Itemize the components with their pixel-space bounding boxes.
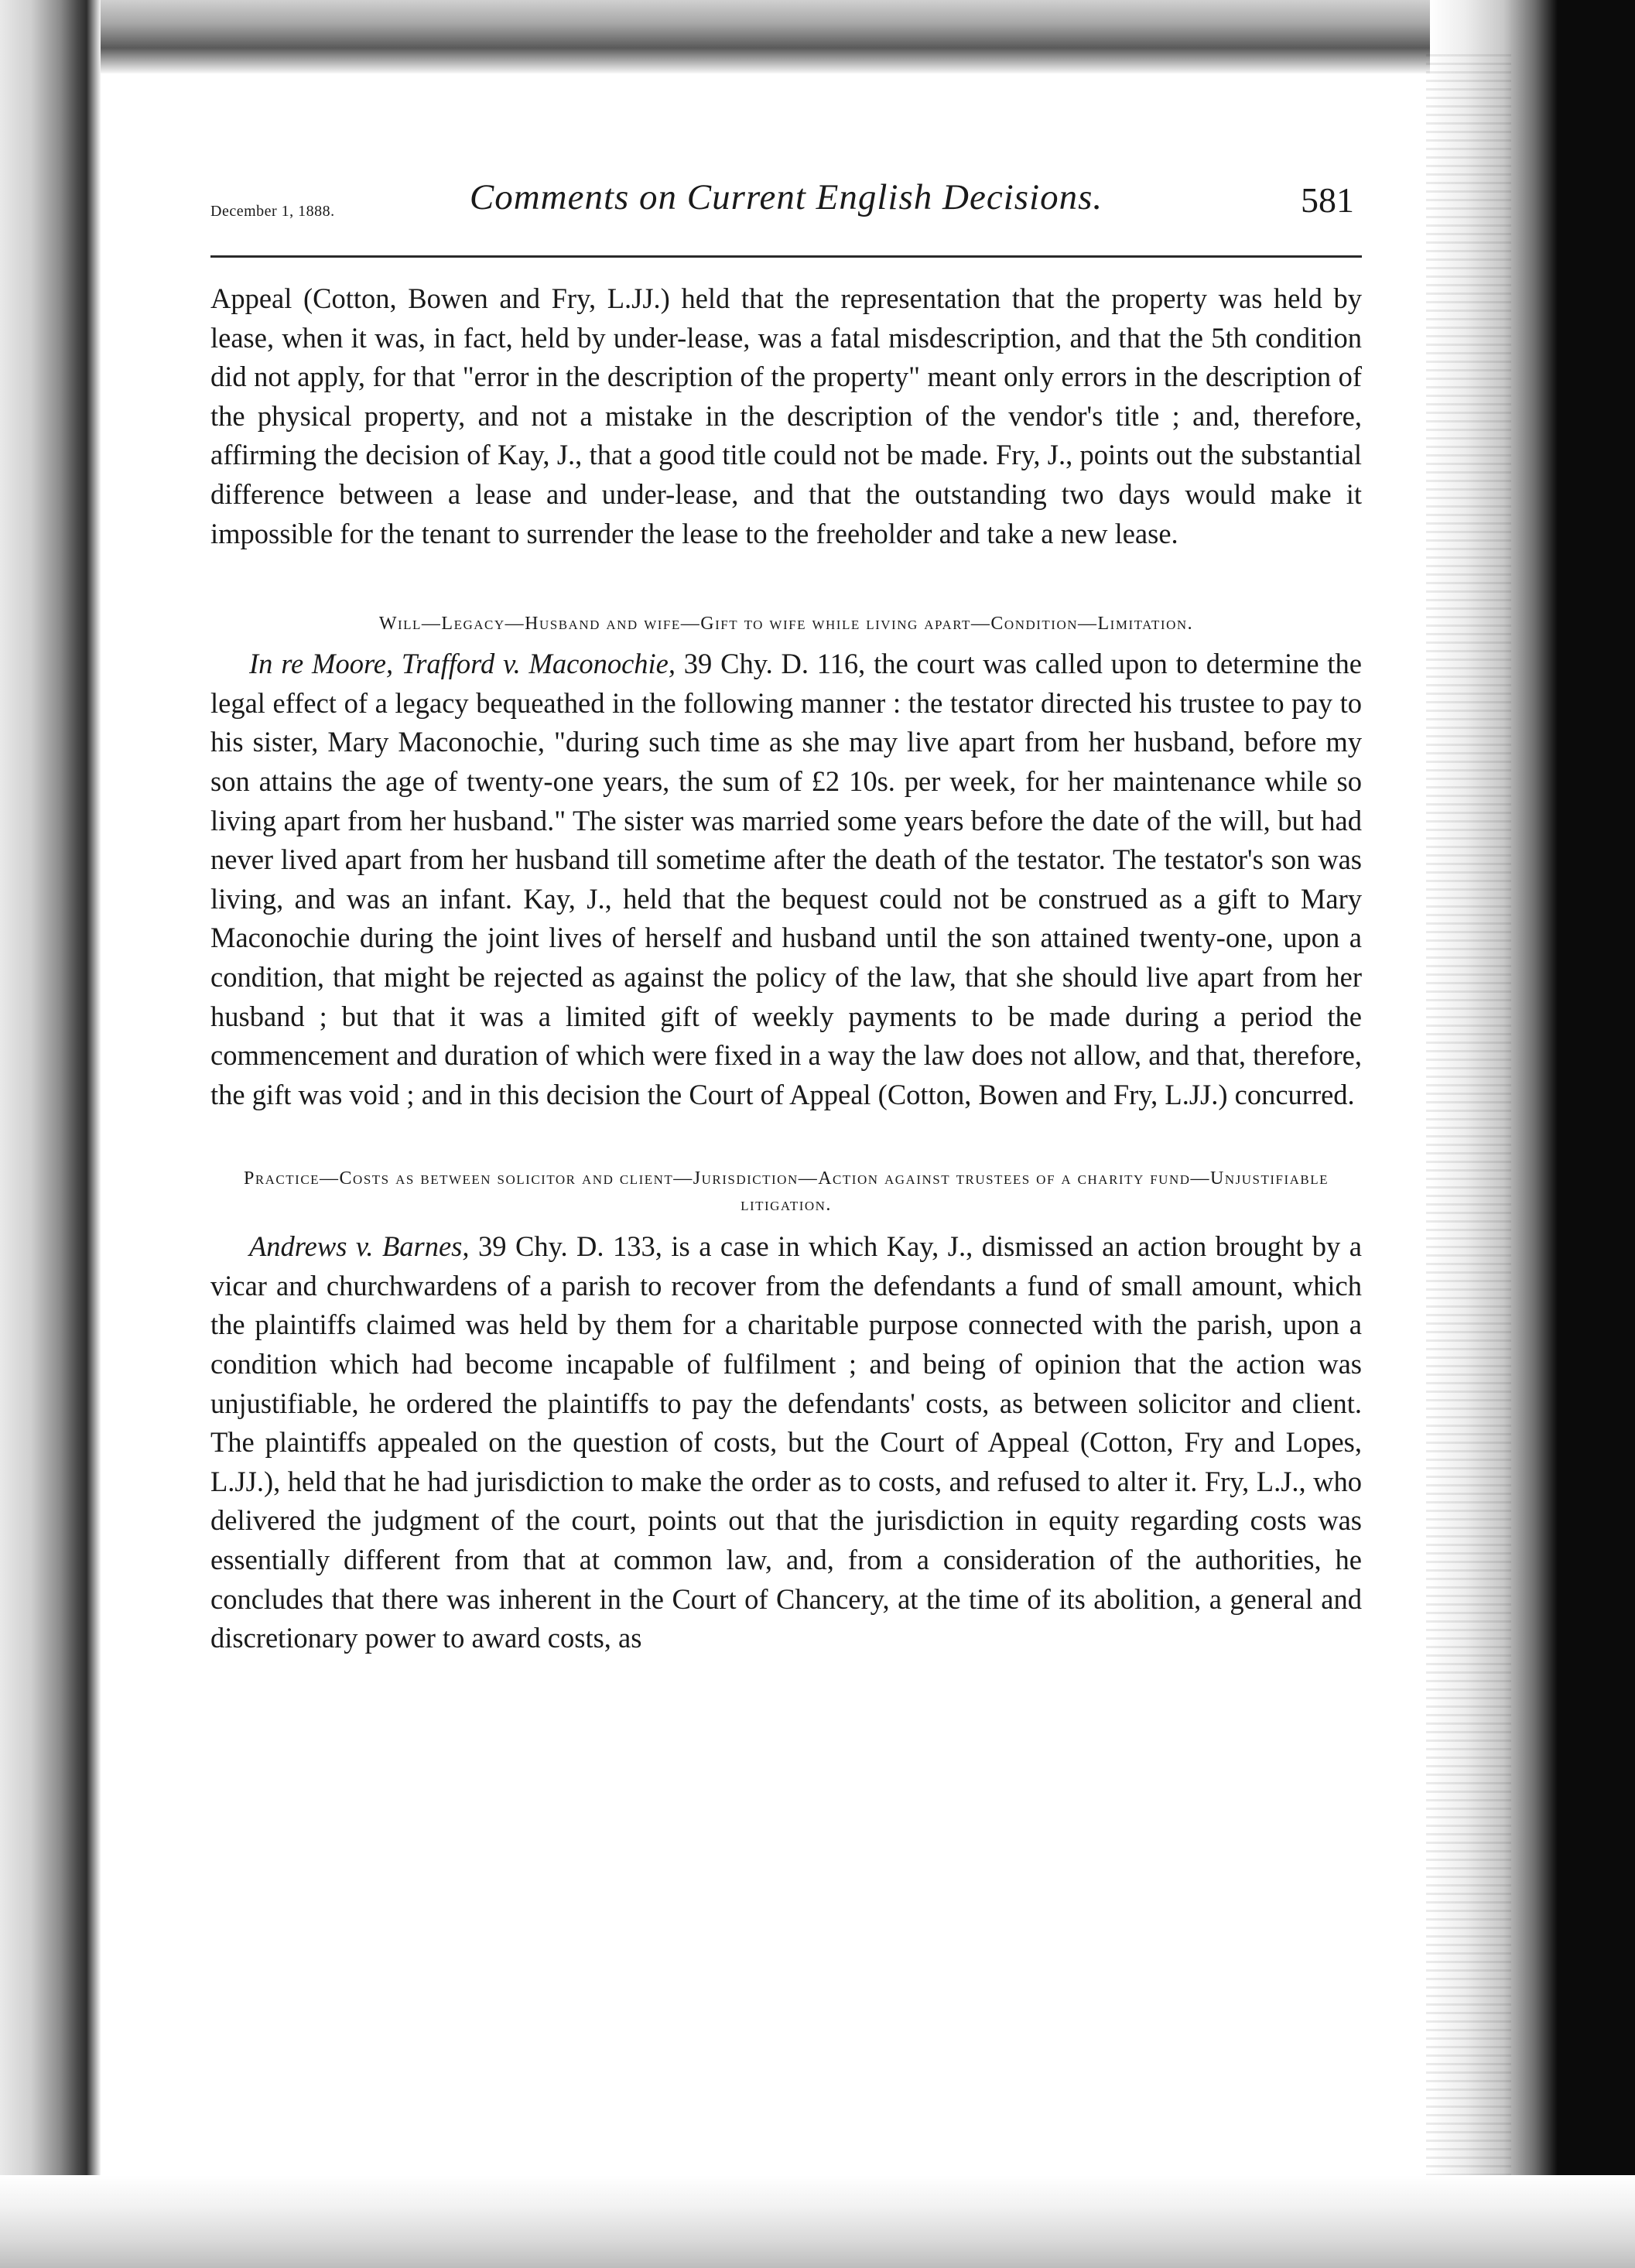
section-heading-practice: Practice—Costs as between solicitor and client—Jurisdiction—Action against trustees of a charity fund—Unjustifiable litigation. [243, 1168, 1329, 1216]
page-content [210, 176, 1362, 1658]
scan-right-noise [1426, 54, 1511, 2221]
scan-bottom-edge [0, 2175, 1635, 2268]
paragraph-text-andrews-v-barnes: 39 Chy. D. 133, is a case in which Kay, J., dismissed an action brought by a vicar and churchwardens of a parish to recover from the defendants a fund of small amount, which the plaintiffs claimed was held by them for a charitable purpose connected with the parish, upon a condition which had become incapable of fulfilment ; and being of opinion that the action was unjustifiable, he ordered the plaintiffs to pay the defendants' costs, as between solicitor and client. The plaintiffs appealed on the question of costs, but the Court of Appeal (Cotton, Fry and Lopes, L.JJ.), held that he had jurisdiction to make the order as to costs, and refused to alter it. Fry, L.J., who delivered the judgment of the court, points out that the jurisdiction in equity regarding costs was essentially different from that at common law, and, from a consideration of the authorities, he concludes that there was inherent in the Court of Chancery, at the time of its abolition, a general and discretionary power to award costs, as [210, 1230, 1362, 1654]
paragraph-andrews-v-barnes [210, 1227, 1362, 1658]
running-head [210, 176, 1362, 246]
page-number: 581 [1301, 180, 1354, 220]
case-name-andrews-v-barnes: Andrews v. Barnes, [249, 1230, 470, 1263]
running-head-date: December 1, 1888. [210, 203, 335, 220]
case-name-in-re-moore: In re Moore, Trafford v. Maconochie, [249, 648, 676, 680]
paragraph-text-in-re-moore: 39 Chy. D. 116, the court was called upon to determine the legal effect of a legacy bequeathed in the following manner : the testator directed his trustee to pay to his sister, Mary Maconochie, "during such time as she may live apart from her husband, before my son attains the age of twenty-one years, the sum of £2 10s. per week, for her maintenance while so living apart from her husband." The sister was married some years before the date of the will, but had never lived apart from her husband till sometime after the death of the testator. The testator's son was living, and was an infant. Kay, J., held that the bequest could not be construed as a gift to Mary Maconochie during the joint lives of herself and husband until the son attained twenty-one, upon a condition, that might be rejected as against the policy of the law, that she should live apart from her husband ; but that it was a limited gift of weekly payments to be made during a period the commencement and duration of which were fixed in a way the law does not allow, and that, therefore, the gift was void ; and in this decision the Court of Appeal (Cotton, Bowen and Fry, L.JJ.) concurred. [210, 648, 1363, 1110]
scan-left-edge [0, 0, 101, 2268]
paragraph-continued: Appeal (Cotton, Bowen and Fry, L.JJ.) held that the representation that the property was held by lease, when it was, in fact, held by under-lease, was a fatal misdescription, and that the 5th condition did not apply, for that "error in the description of the property" meant only errors in the description of the physical property, and not a mistake in the description of the vendor's title ; and, therefore, affirming the decision of Kay, J., that a good title could not be made. Fry, J., points out the substantial difference between a lease and under-lease, and that the outstanding two days would make it impossible for the tenant to surrender the lease to the freeholder and take a new lease. [210, 282, 1362, 549]
header-rule [210, 255, 1362, 258]
section-heading-will: Will—Legacy—Husband and wife—Gift to wife while living apart—Condition—Limitation. [378, 614, 1194, 635]
running-head-title: Comments on Current English Decisions. [469, 177, 1103, 217]
scan-top-edge [0, 0, 1635, 74]
paragraph-in-re-moore [210, 645, 1362, 1114]
